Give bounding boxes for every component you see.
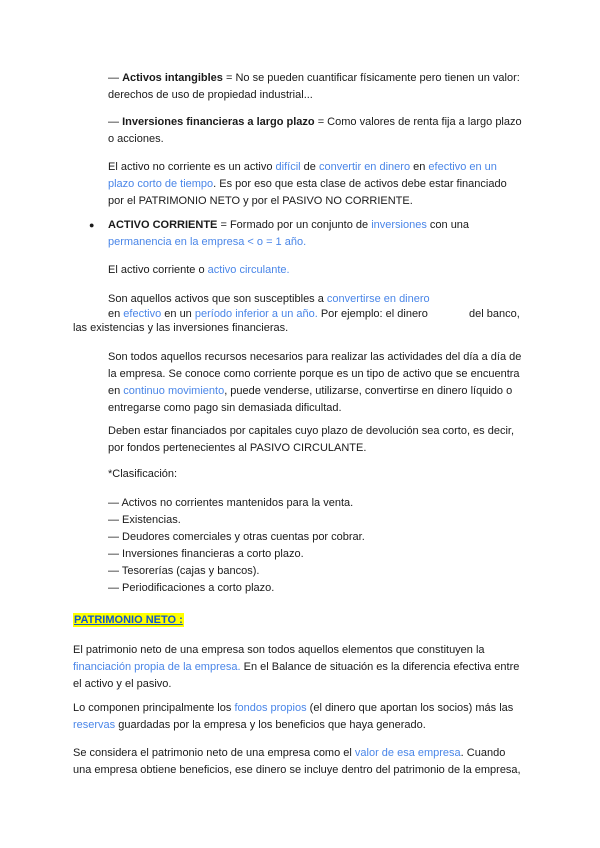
link-efectivo-en-un[interactable]: efectivo en un bbox=[428, 161, 497, 173]
text: (el dinero que aportan los socios) más las bbox=[306, 702, 514, 714]
bullet-icon: ● bbox=[89, 220, 95, 230]
patrimonio-paragraph-3 bbox=[73, 745, 553, 779]
text: en un bbox=[161, 308, 195, 320]
text: de bbox=[300, 161, 319, 173]
text: Deben estar financiados por capitales cuyo plazo de devolución sea corto, es decir, bbox=[108, 425, 515, 437]
text: por fondos pertenecientes al PASIVO CIRCULANTE. bbox=[108, 442, 367, 454]
list-item: — Activos no corrientes mantenidos para la venta. bbox=[108, 497, 354, 509]
dash: — bbox=[108, 72, 119, 84]
list-item: — Existencias. bbox=[108, 514, 181, 526]
text: Lo componen principalmente los bbox=[73, 702, 235, 714]
dash: — bbox=[108, 116, 119, 128]
link-valor-empresa[interactable]: valor de esa empresa bbox=[354, 747, 461, 759]
non-current-paragraph bbox=[108, 159, 528, 210]
text: el activo y el pasivo. bbox=[73, 678, 172, 690]
section-heading-patrimonio-neto: PATRIMONIO NETO : bbox=[74, 614, 183, 626]
text: por el PATRIMONIO NETO y por el PASIVO NO CORRIENTE. bbox=[108, 195, 413, 207]
patrimonio-paragraph-2 bbox=[73, 700, 543, 734]
text: entregarse como pago sin demasiada dificultad. bbox=[108, 402, 342, 414]
text: en bbox=[410, 161, 429, 173]
link-inversiones[interactable]: inversiones bbox=[371, 219, 427, 231]
text: En el Balance de situación es la diferencia efectiva entre bbox=[240, 661, 520, 673]
link-dificil[interactable]: difícil bbox=[275, 161, 301, 173]
susceptible-line3 bbox=[73, 320, 288, 337]
resources-paragraph bbox=[108, 349, 538, 417]
text: El activo corriente o bbox=[108, 264, 208, 276]
link-convertirse-en-dinero[interactable]: convertirse en dinero bbox=[326, 293, 430, 305]
link-permanencia[interactable]: permanencia en la empresa < o = 1 año. bbox=[108, 236, 307, 248]
text: Son todos aquellos recursos necesarios para realizar las actividades del día a día de bbox=[108, 351, 522, 363]
list-item: — Deudores comerciales y otras cuentas por cobrar. bbox=[108, 531, 365, 543]
term-activos-intangibles: Activos intangibles bbox=[122, 72, 223, 84]
text: del banco, bbox=[469, 308, 520, 320]
list-item: — Inversiones financieras a corto plazo. bbox=[108, 548, 304, 560]
text: con una bbox=[426, 219, 470, 231]
link-continuo-movimiento[interactable]: continuo movimiento bbox=[123, 385, 225, 397]
text: Se considera el patrimonio neto de una empresa como el bbox=[73, 747, 355, 759]
link-fondos-propios[interactable]: fondos propios bbox=[234, 702, 307, 714]
text: Por ejemplo: el dinero bbox=[317, 308, 428, 320]
text: en bbox=[108, 308, 124, 320]
circulante-paragraph bbox=[108, 262, 290, 279]
term-activo-corriente: ACTIVO CORRIENTE bbox=[108, 219, 218, 231]
text: El patrimonio neto de una empresa son todos aquellos elementos que constituyen la bbox=[73, 644, 485, 656]
text: = No se pueden cuantificar físicamente pero tienen un valor: bbox=[222, 72, 520, 84]
link-periodo-inferior[interactable]: período inferior a un año. bbox=[194, 308, 318, 320]
link-reservas[interactable]: reservas bbox=[73, 719, 116, 731]
link-financiacion-propia[interactable]: financiación propia de la empresa. bbox=[73, 661, 241, 673]
text: las existencias y las inversiones financieras. bbox=[73, 322, 289, 334]
text: Son aquellos activos que son susceptibles a bbox=[108, 293, 327, 305]
text: una empresa obtiene beneficios, ese dinero se incluye dentro del patrimonio de la empresa, bbox=[73, 764, 521, 776]
text: , puede venderse, utilizarse, convertirse en dinero líquido o bbox=[224, 385, 513, 397]
intangibles-paragraph bbox=[108, 70, 520, 104]
text: en bbox=[108, 385, 124, 397]
term-inversiones-largo-plazo: Inversiones financieras a largo plazo bbox=[122, 116, 315, 128]
text: = Como valores de renta fija a largo plazo bbox=[314, 116, 522, 128]
patrimonio-paragraph-1 bbox=[73, 642, 543, 693]
financed-paragraph bbox=[108, 423, 538, 457]
text: o acciones. bbox=[108, 133, 164, 145]
list-item: — Tesorerías (cajas y bancos). bbox=[108, 565, 260, 577]
link-plazo-corto[interactable]: plazo corto de tiempo bbox=[108, 178, 214, 190]
text: El activo no corriente es un activo bbox=[108, 161, 276, 173]
current-paragraph bbox=[108, 217, 469, 251]
link-efectivo[interactable]: efectivo bbox=[123, 308, 162, 320]
susceptible-line2-end bbox=[469, 306, 520, 323]
list-item: — Periodificaciones a corto plazo. bbox=[108, 582, 275, 594]
link-convertir-en-dinero[interactable]: convertir en dinero bbox=[318, 161, 411, 173]
text: derechos de uso de propiedad industrial... bbox=[108, 89, 313, 101]
text: . Cuando bbox=[460, 747, 506, 759]
investments-paragraph bbox=[108, 114, 522, 148]
text: = Formado por un conjunto de bbox=[217, 219, 372, 231]
text: . Es por eso que esta clase de activos debe estar financiado bbox=[213, 178, 507, 190]
text: guardadas por la empresa y los beneficios que haya generado. bbox=[115, 719, 426, 731]
classification-list bbox=[108, 495, 365, 597]
classification-title: *Clasificación: bbox=[108, 468, 178, 480]
link-activo-circulante[interactable]: activo circulante. bbox=[207, 264, 290, 276]
text: la empresa. Se conoce como corriente porque es un tipo de activo que se encuentra bbox=[108, 368, 520, 380]
